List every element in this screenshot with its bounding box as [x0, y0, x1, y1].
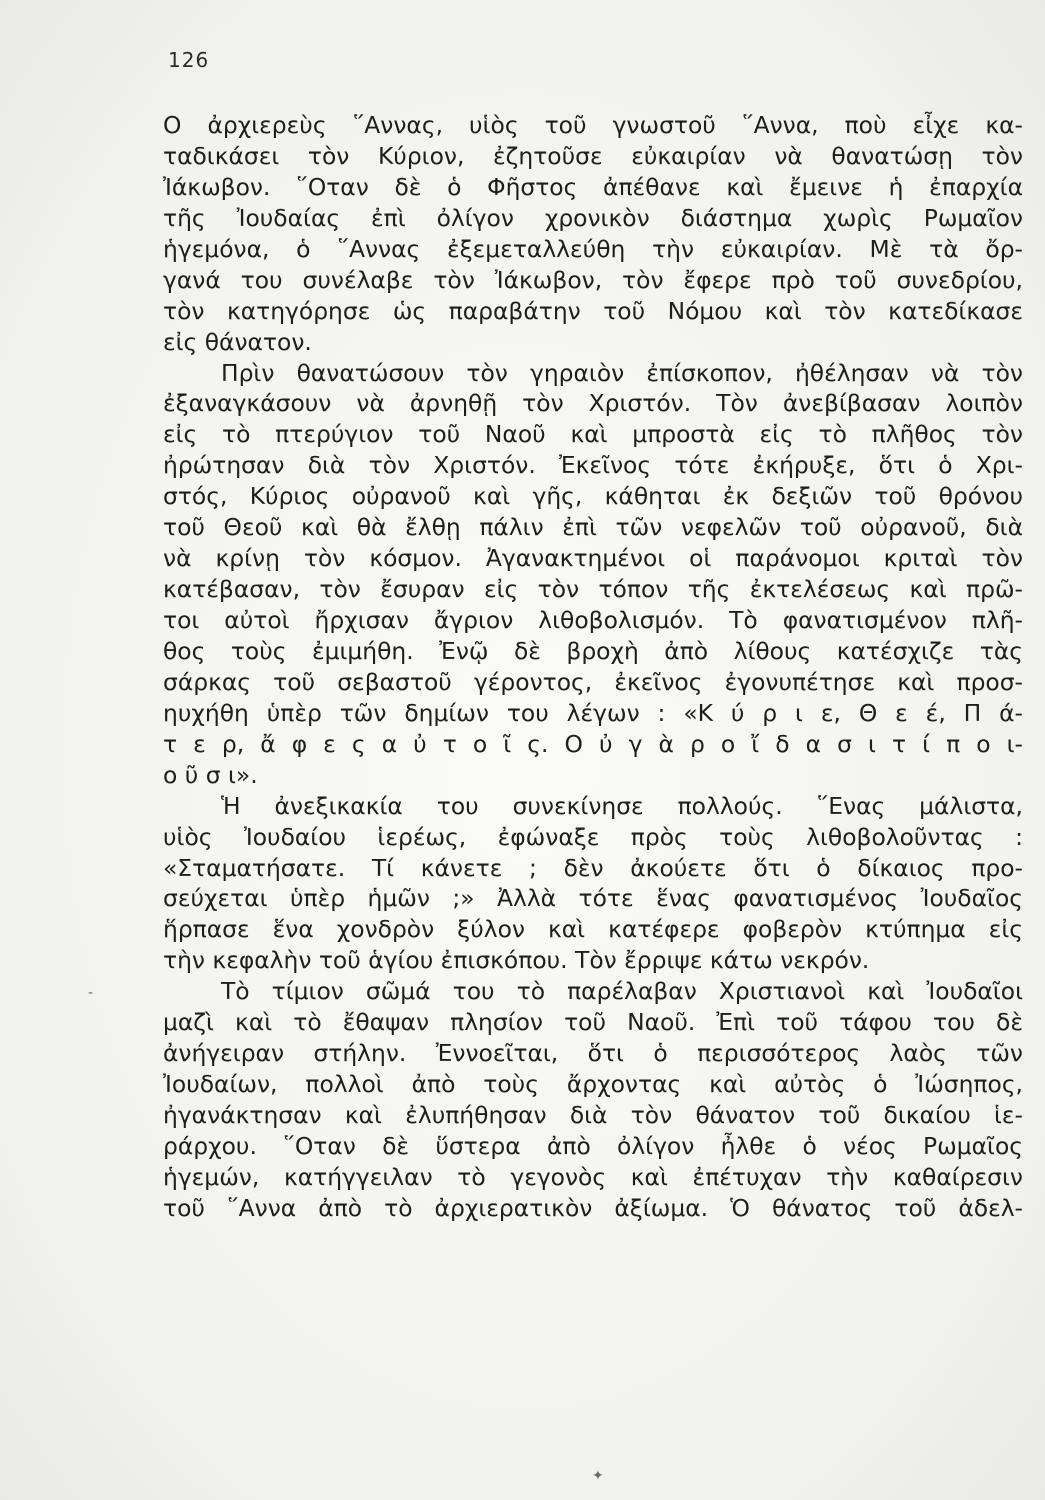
paragraph	[163, 110, 1023, 358]
text-line: ἥρπασε ἕνα χονδρὸν ξύλον καὶ κατέφερε φοβερὸν κτύπημα εἰς	[163, 915, 1023, 944]
text-line: Ἡ ἀνεξικακία του συνεκίνησε πολλούς. ῞Ενας μάλιστα,	[221, 791, 1023, 820]
text-line: γανά του συνέλαβε τὸν Ἰάκωβον, τὸν ἔφερε πρὸ τοῦ συνεδρίου,	[163, 265, 1023, 294]
text-line: σεύχεται ὑπὲρ ἡμῶν ;» Ἀλλὰ τότε ἕνας φανατισμένος Ἰουδαῖος	[163, 884, 1023, 913]
text-line: υἱὸς Ἰουδαίου ἱερέως, ἐφώναξε πρὸς τοὺς λιθοβολοῦντας :	[163, 822, 1023, 851]
page-number: 126	[168, 48, 210, 72]
text-line: ἠγανάκτησαν καὶ ἐλυπήθησαν διὰ τὸν θάνατον τοῦ δικαίου ἱε-	[163, 1101, 1023, 1129]
text-line: εἰς θάνατον.	[163, 327, 312, 356]
scan-speck: ✦	[592, 1468, 604, 1484]
text-line: τ ε ρ, ἄ φ ε ς α ὐ τ ο ῖ ς. Ο ὐ γ ὰ ρ ο ἴ δ α σ ι τ ί π ο ι-	[163, 729, 1023, 758]
text-line: Ἰουδαίων, πολλοὶ ἀπὸ τοὺς ἄρχοντας καὶ αὐτὸς ὁ Ἰώσηπος,	[163, 1070, 1023, 1099]
text-line: ο ῦ σ ι».	[163, 760, 258, 789]
paragraph	[163, 791, 1023, 977]
paragraph	[163, 358, 1023, 791]
text-line: ἐξαναγκάσουν νὰ ἀρνηθῇ τὸν Χριστόν. Τὸν ἀνεβίβασαν λοιπὸν	[163, 389, 1023, 418]
text-line: ἡγεμόνα, ὁ ῞Αννας ἐξεμεταλλεύθη τὴν εὐκαιρίαν. Μὲ τὰ ὄρ-	[163, 234, 1023, 263]
text-line: τὸν κατηγόρησε ὡς παραβάτην τοῦ Νόμου καὶ τὸν κατεδίκασε	[163, 296, 1023, 325]
text-line: ράρχου. ῞Οταν δὲ ὕστερα ἀπὸ ὀλίγον ἦλθε ὁ νέος Ρωμαῖος	[163, 1131, 1023, 1160]
text-line: Ἰάκωβον. ῞Οταν δὲ ὁ Φῆστος ἀπέθανε καὶ ἔμεινε ἡ ἐπαρχία	[163, 172, 1023, 201]
text-line: τοῦ ῞Αννα ἀπὸ τὸ ἀρχιερατικὸν ἀξίωμα. Ὁ θάνατος τοῦ ἀδελ-	[163, 1193, 1023, 1222]
text-line: Τὸ τίμιον σῶμά του τὸ παρέλαβαν Χριστιανοὶ καὶ Ἰουδαῖοι	[221, 977, 1023, 1006]
text-line: εἰς τὸ πτερύγιον τοῦ Ναοῦ καὶ μπροστὰ εἰς τὸ πλῆθος τὸν	[163, 420, 1023, 449]
text-line: τῆς Ἰουδαίας ἐπὶ ὀλίγον χρονικὸν διάστημα χωρὶς Ρωμαῖον	[163, 203, 1023, 232]
text-line: σάρκας τοῦ σεβαστοῦ γέροντος, ἐκεῖνος ἐγονυπέτησε καὶ προσ-	[163, 667, 1023, 696]
text-line: ηυχήθη ὑπὲρ τῶν δημίων του λέγων : «Κ ύ ρ ι ε, Θ ε έ, Π ά-	[163, 698, 1023, 727]
scan-speck: ‑	[88, 985, 94, 1001]
text-line: νὰ κρίνῃ τὸν κόσμον. Ἀγανακτημένοι οἱ παράνομοι κριταὶ τὸν	[163, 544, 1023, 573]
text-line: «Σταματήσατε. Τί κάνετε ; δὲν ἀκούετε ὅτι ὁ δίκαιος προ-	[163, 853, 1023, 882]
text-line: θος τοὺς ἐμιμήθη. Ἐνῷ δὲ βροχὴ ἀπὸ λίθους κατέσχιζε τὰς	[163, 636, 1023, 665]
text-line: ταδικάσει τὸν Κύριον, ἐζητοῦσε εὐκαιρίαν νὰ θανατώσῃ τὸν	[163, 141, 1023, 170]
text-line: μαζὶ καὶ τὸ ἔθαψαν πλησίον τοῦ Ναοῦ. Ἐπὶ τοῦ τάφου του δὲ	[163, 1008, 1023, 1037]
paragraph	[163, 976, 1023, 1224]
text-line: κατέβασαν, τὸν ἔσυραν εἰς τὸν τόπον τῆς ἐκτελέσεως καὶ πρῶ-	[163, 575, 1023, 604]
text-line: τὴν κεφαλὴν τοῦ ἁγίου ἐπισκόπου. Τὸν ἔρριψε κάτω νεκρόν.	[163, 946, 870, 975]
text-line: ἡγεμών, κατήγγειλαν τὸ γεγονὸς καὶ ἐπέτυχαν τὴν καθαίρεσιν	[163, 1162, 1023, 1191]
text-line: ἀνήγειραν στήλην. Ἐννοεῖται, ὅτι ὁ περισσότερος λαὸς τῶν	[163, 1039, 1023, 1068]
text-line: τοῦ Θεοῦ καὶ θὰ ἔλθῃ πάλιν ἐπὶ τῶν νεφελῶν τοῦ οὐρανοῦ, διὰ	[163, 513, 1023, 542]
text-line: Πρὶν θανατώσουν τὸν γηραιὸν ἐπίσκοπον, ἠθέλησαν νὰ τὸν	[221, 358, 1023, 387]
body-text	[163, 110, 1023, 1224]
text-line: ἠρώτησαν διὰ τὸν Χριστόν. Ἐκεῖνος τότε ἐκήρυξε, ὅτι ὁ Χρι-	[163, 451, 1023, 480]
text-line: Ο ἀρχιερεὺς ῞Αννας, υἱὸς τοῦ γνωστοῦ ῞Αννα, ποὺ εἶχε κα-	[163, 111, 1023, 139]
text-line: στός, Κύριος οὐρανοῦ καὶ γῆς, κάθηται ἐκ δεξιῶν τοῦ θρόνου	[163, 482, 1023, 511]
text-line: τοι αὐτοὶ ἤρχισαν ἄγριον λιθοβολισμόν. Τὸ φανατισμένον πλῆ-	[163, 606, 1023, 634]
